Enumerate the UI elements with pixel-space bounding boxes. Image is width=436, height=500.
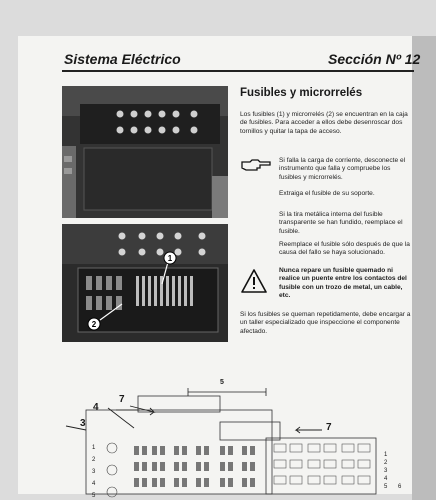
left-row-3: 3 xyxy=(92,469,96,475)
diagram-callout-5: 7 xyxy=(119,394,125,405)
right-row-6: 6 xyxy=(398,484,402,490)
warning-triangle-icon xyxy=(240,268,268,294)
closing-paragraph: Si los fusibles se queman repetidamente, debe encargar a un taller especializado que inspeccione el componente afectado. xyxy=(240,311,411,335)
fuse-box-diagram xyxy=(38,352,412,499)
photo-callout-2: 2 xyxy=(91,320,97,329)
section-number: Sección Nº 12 xyxy=(328,51,421,67)
pointing-hand-icon xyxy=(240,157,272,173)
step-3: Si la tira metálica interna del fusible transparente se han fundido, reemplace el fusible. xyxy=(279,211,403,235)
diagram-callout-7-right: 7 xyxy=(326,422,332,433)
right-row-5: 5 xyxy=(384,484,388,490)
left-row-5: 5 xyxy=(92,493,96,499)
diagram-callout-7-top: 5 xyxy=(220,379,224,386)
right-row-4: 4 xyxy=(384,476,388,482)
right-row-1: 1 xyxy=(384,452,388,458)
manual-page xyxy=(18,36,421,499)
photo-callout-1: 1 xyxy=(167,254,173,263)
diagram-callout-3: 3 xyxy=(80,418,86,429)
section-title: Fusibles y microrrelés xyxy=(240,87,363,99)
left-row-4: 4 xyxy=(92,481,96,487)
step-1: Si falla la carga de corriente, desconecte el instrumento que falla y compruebe los fusibles y microrrelés. xyxy=(279,157,406,181)
step-2: Extraiga el fusible de su soporte. xyxy=(279,190,375,197)
diagram-callout-4: 4 xyxy=(93,402,99,413)
header-rule xyxy=(62,70,414,72)
right-row-2: 2 xyxy=(384,460,388,466)
warning-text: Nunca repare un fusible quemado ni realice un puente entre los contactos del fusible con un trozo de metal, un cable, etc. xyxy=(279,267,407,300)
right-row-3: 3 xyxy=(384,468,388,474)
intro-paragraph: Los fusibles (1) y microrrelés (2) se encuentran en la caja de fusibles. Para acceder a ellos debe desenroscar dos tornillos y quitar la tapa de acceso. xyxy=(240,111,408,135)
dashboard-photo xyxy=(62,86,228,218)
chapter-title: Sistema Eléctrico xyxy=(64,51,181,67)
step-4: Reemplace el fusible sólo después de que la causa del fallo se haya solucionado. xyxy=(279,241,410,257)
page-edge-shadow xyxy=(412,36,436,500)
left-row-2: 2 xyxy=(92,457,96,463)
left-row-1: 1 xyxy=(92,445,96,451)
fuse-box-photo xyxy=(62,224,228,342)
